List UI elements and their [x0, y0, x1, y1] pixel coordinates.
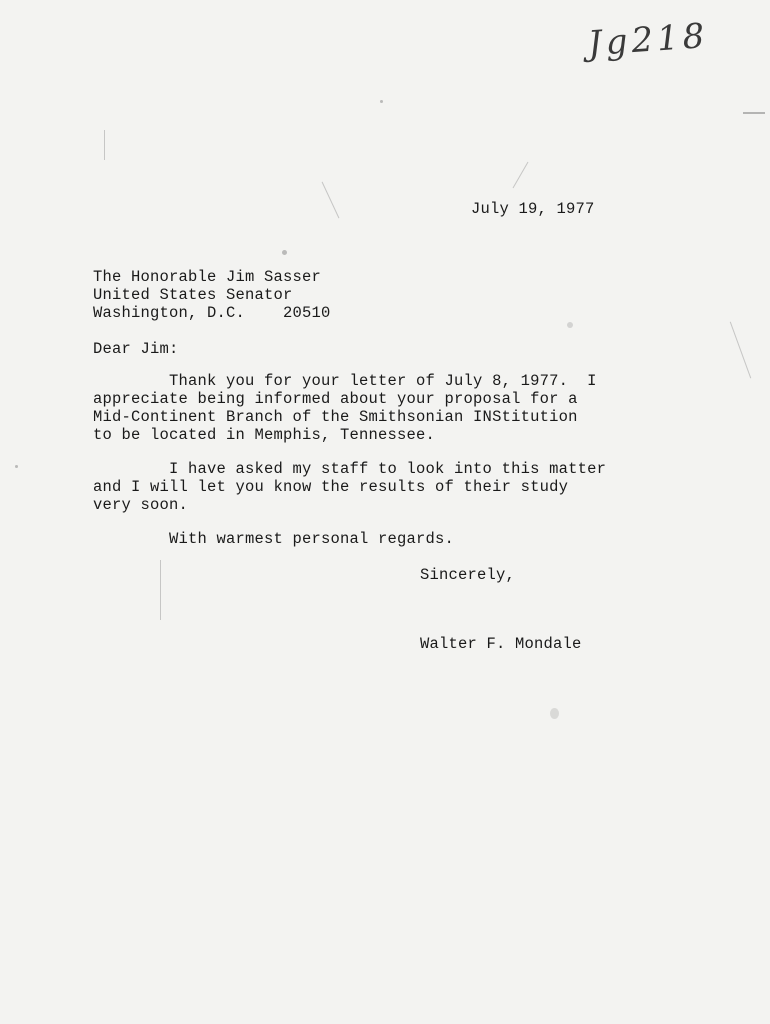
scan-speck [567, 322, 573, 328]
paragraph-line: appreciate being informed about your proposal for a [93, 390, 578, 408]
scan-speck [15, 465, 18, 468]
paragraph-line: very soon. [93, 496, 189, 514]
closing-line: With warmest personal regards. [93, 530, 455, 548]
recipient-address: Washington, D.C. 20510 [93, 304, 331, 322]
paragraph-line: Mid-Continent Branch of the Smithsonian INStitution [93, 408, 578, 426]
recipient-name: The Honorable Jim Sasser [93, 268, 322, 286]
paragraph-line: and I will let you know the results of their study [93, 478, 569, 496]
paragraph-line: Thank you for your letter of July 8, 1977. I [93, 372, 597, 390]
paragraph-line: I have asked my staff to look into this matter [93, 460, 607, 478]
recipient-title: United States Senator [93, 286, 293, 304]
paragraph-line: to be located in Memphis, Tennessee. [93, 426, 436, 444]
file-code-annotation: Jg218 [586, 15, 710, 65]
scan-mark [513, 162, 529, 188]
letter-date: July 19, 1977 [471, 200, 595, 218]
scan-mark [322, 182, 340, 219]
scan-mark [160, 560, 161, 620]
complimentary-close: Sincerely, [420, 566, 516, 584]
scan-speck [282, 250, 287, 255]
scan-speck [550, 708, 559, 719]
scan-mark [730, 322, 751, 379]
scan-mark [104, 130, 105, 160]
salutation: Dear Jim: [93, 340, 179, 358]
signer-name: Walter F. Mondale [420, 635, 582, 653]
scan-speck [380, 100, 383, 103]
scan-speck [743, 112, 765, 114]
